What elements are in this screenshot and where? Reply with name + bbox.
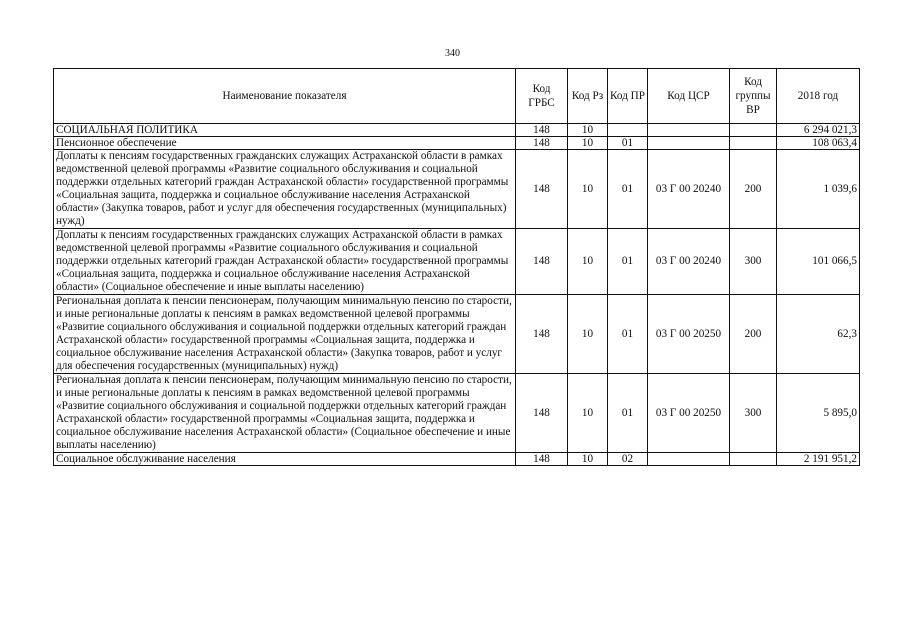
row-name: Региональная доплата к пенсии пенсионерам, получающим минимальную пенсию по старости, и иные региональные доплаты к пенсиям в рамках ведомственной целевой программы «Развитие социального обслуживания и социальной поддержки отдельных категорий граждан Астраханской области» государственной программы «Социальная защита, поддержка и социальное обслуживание населения Астраханской области» (Закупка товаров, работ и услуг для обеспечения государственных (муниципальных) нужд) [54, 295, 516, 374]
row-vr: 200 [730, 295, 777, 374]
row-pr: 01 [608, 229, 648, 295]
table-row [54, 137, 860, 150]
header-grbs: Код ГРБС [516, 69, 568, 124]
row-amount: 5 895,0 [777, 374, 860, 453]
row-amount: 101 066,5 [777, 229, 860, 295]
row-grbs: 148 [516, 453, 568, 466]
header-pr: Код ПР [608, 69, 648, 124]
row-pr: 01 [608, 374, 648, 453]
row-name: Социальное обслуживание населения [54, 453, 516, 466]
header-name: Наименование показателя [54, 69, 516, 124]
row-rz: 10 [568, 295, 608, 374]
header-csr: Код ЦСР [648, 69, 730, 124]
row-name: Региональная доплата к пенсии пенсионерам, получающим минимальную пенсию по старости, и иные региональные доплаты к пенсиям в рамках ведомственной целевой программы «Развитие социального обслуживания и социальной поддержки отдельных категорий граждан Астраханской области» государственной программы «Социальная защита, поддержка и социальное обслуживание населения Астраханской области» (Социальное обеспечение и иные выплаты населению) [54, 374, 516, 453]
row-pr: 01 [608, 150, 648, 229]
row-rz: 10 [568, 124, 608, 137]
row-vr: 300 [730, 229, 777, 295]
table-row [54, 124, 860, 137]
row-name: Пенсионное обеспечение [54, 137, 516, 150]
page-number: 340 [445, 48, 460, 59]
table-row [54, 453, 860, 466]
row-rz: 10 [568, 374, 608, 453]
row-vr [730, 453, 777, 466]
row-name: Доплаты к пенсиям государственных гражданских служащих Астраханской области в рамках ведомственной целевой программы «Развитие социального обслуживания и социальной поддержки отдельных категорий граждан Астраханской области» государственной программы «Социальная защита, поддержка и социальное обслуживание населения Астраханской области» (Закупка товаров, работ и услуг для обеспечения государственных (муниципальных) нужд) [54, 150, 516, 229]
row-grbs: 148 [516, 229, 568, 295]
row-rz: 10 [568, 150, 608, 229]
row-csr [648, 124, 730, 137]
row-name: СОЦИАЛЬНАЯ ПОЛИТИКА [54, 124, 516, 137]
row-amount: 1 039,6 [777, 150, 860, 229]
header-rz: Код Рз [568, 69, 608, 124]
row-grbs: 148 [516, 295, 568, 374]
row-csr [648, 137, 730, 150]
row-pr: 01 [608, 137, 648, 150]
row-rz: 10 [568, 229, 608, 295]
table-row [54, 374, 860, 453]
row-rz: 10 [568, 137, 608, 150]
row-csr: 03 Г 00 20240 [648, 150, 730, 229]
row-csr [648, 453, 730, 466]
table-row [54, 150, 860, 229]
row-csr: 03 Г 00 20250 [648, 295, 730, 374]
row-name: Доплаты к пенсиям государственных гражданских служащих Астраханской области в рамках ведомственной целевой программы «Развитие социального обслуживания и социальной поддержки отдельных категорий граждан Астраханской области» государственной программы «Социальная защита, поддержка и социальное обслуживание населения Астраханской области» (Социальное обеспечение и иные выплаты населению) [54, 229, 516, 295]
row-grbs: 148 [516, 137, 568, 150]
row-vr [730, 137, 777, 150]
table-header-row [54, 69, 860, 124]
row-amount: 6 294 021,3 [777, 124, 860, 137]
table-row [54, 229, 860, 295]
row-rz: 10 [568, 453, 608, 466]
row-pr [608, 124, 648, 137]
table-row [54, 295, 860, 374]
header-vr: Код группы ВР [730, 69, 777, 124]
row-csr: 03 Г 00 20240 [648, 229, 730, 295]
row-grbs: 148 [516, 150, 568, 229]
row-grbs: 148 [516, 374, 568, 453]
row-vr: 200 [730, 150, 777, 229]
row-csr: 03 Г 00 20250 [648, 374, 730, 453]
header-year: 2018 год [777, 69, 860, 124]
row-vr: 300 [730, 374, 777, 453]
row-grbs: 148 [516, 124, 568, 137]
row-amount: 2 191 951,2 [777, 453, 860, 466]
row-vr [730, 124, 777, 137]
row-pr: 01 [608, 295, 648, 374]
row-amount: 62,3 [777, 295, 860, 374]
budget-table [53, 68, 860, 466]
row-pr: 02 [608, 453, 648, 466]
row-amount: 108 063,4 [777, 137, 860, 150]
